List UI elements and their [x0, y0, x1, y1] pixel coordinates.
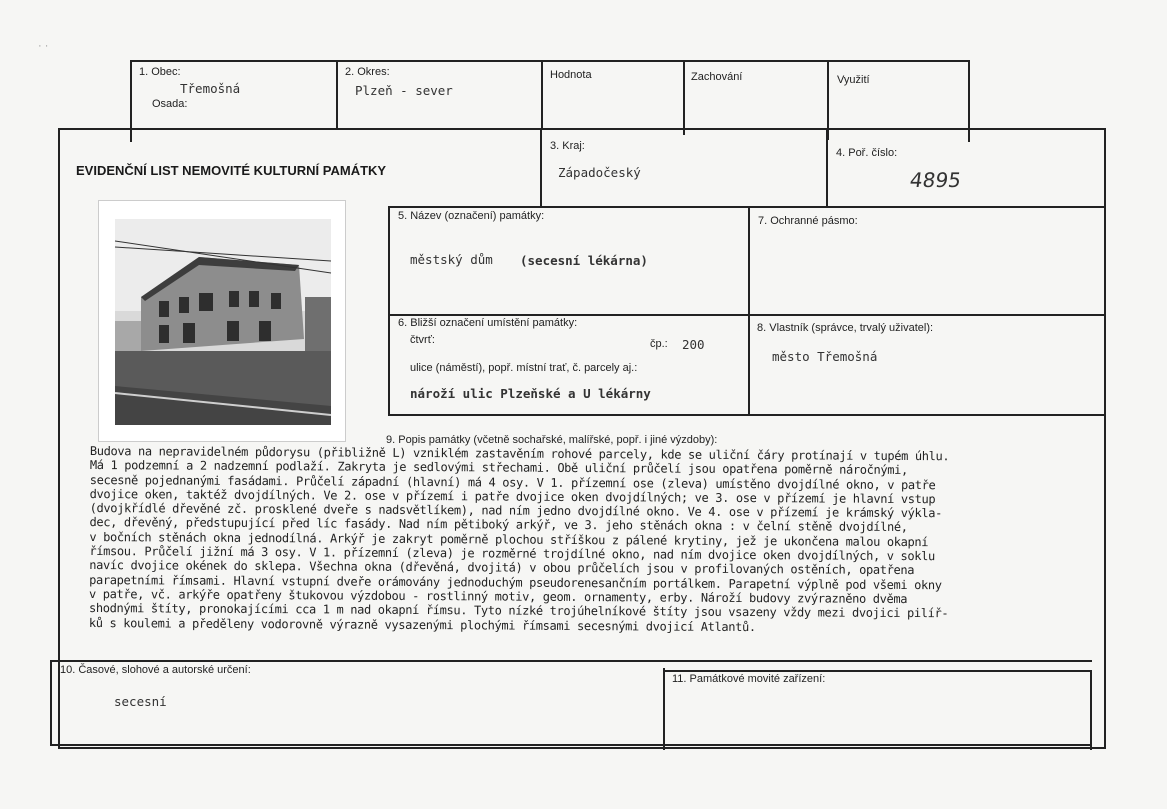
description-line: ků s koulemi a předěleny vodorovně výrazně vysazenými plochými římsami secesnými dvojicí Atlantů.: [88, 615, 756, 634]
vyuziti-label: Využití: [837, 74, 870, 86]
hodnota-label: Hodnota: [550, 69, 592, 81]
ulice-label: ulice (náměstí), popř. místní trať, č. parcely aj.:: [410, 362, 638, 374]
description-line: římsou. Průčelí jižní má 3 osy. V 1. přízemní (zleva) je rozměrné trojdílné okno, nad ním dvojice oken dvojdílných, v soklu: [89, 544, 935, 564]
document-title: EVIDENČNÍ LIST NEMOVITÉ KULTURNÍ PAMÁTKY: [76, 163, 387, 178]
casove-value: secesní: [114, 694, 167, 709]
description-line: (dvojkřídlé dřevěné zč. prosklené dveře s nadsvětlíkem), nad ním jedno dvojdílné okno. Ve 4. ose v přízemí je krámský výkla-: [89, 501, 943, 521]
description-line: navíc dvojice okének do sklepa. Všechna okna (dřevěná, dvojitá) v obou průčelích jsou v profilovaných ostěních, opatřena: [89, 558, 915, 578]
obec-value: Třemošná: [180, 81, 241, 96]
description-line: secesně pojednanými fasádami. Průčelí západní (hlavní) má 4 osy. V 1. přízemní ose (zleva) umístěno dvojdílné okno, v patře: [89, 472, 936, 492]
description-line: Má 1 podzemní a 2 nadzemní podlaží. Zakryta je sedlovými střechami. Obě uliční průčelí jsou opatřena poměrně náročnými,: [89, 458, 908, 478]
casove-label: 10. Časové, slohové a autorské určení:: [60, 664, 251, 676]
description-line: parapetními římsami. Hlavní vstupní dveře orámovány jednoduchým pseudorenesančním portálkem. Parapetní výplně pod všemi okny: [89, 572, 942, 592]
zachovani-label: Zachování: [691, 71, 743, 83]
cislo-label: 4. Poř. číslo:: [836, 147, 898, 159]
obec-label: 1. Obec:: [139, 66, 181, 78]
ctvrt-label: čtvrť:: [410, 334, 435, 346]
vlastnik-label: 8. Vlastník (správce, trvalý uživatel):: [757, 322, 934, 334]
osada-label: Osada:: [152, 98, 188, 110]
description-line: shodnými štíty, pronokajícími cca 1 m nad okapní římsu. Tyto nízké trojúhelníkové štíty jsou vsazeny vždy mezi dvojici pilíř-: [88, 601, 949, 621]
popis-label: 9. Popis památky (včetně sochařské, malířské, popř. i jiné výzdoby):: [386, 434, 718, 446]
building-photo: [98, 200, 346, 442]
description-line: v bočních stěnách okna jednodílná. Arkýř je zakryt poměrně plochou stříškou z pálené krytiny, jež je ukončena malou okapní: [89, 529, 929, 549]
okres-label: 2. Okres:: [345, 66, 390, 78]
cislo-value: 4895: [908, 168, 963, 192]
okres-value: Plzeň - sever: [355, 83, 453, 98]
umisteni-label: 6. Bližší označení umístění památky:: [398, 317, 578, 329]
nazev-value-2: (secesní lékárna): [520, 253, 648, 268]
kraj-value: Západočeský: [558, 165, 641, 180]
kraj-label: 3. Kraj:: [550, 140, 585, 152]
nazev-value: městský dům: [410, 252, 493, 267]
margin-mark: · ·: [38, 40, 49, 52]
movite-label: 11. Památkové movité zařízení:: [672, 673, 826, 685]
pasmo-label: 7. Ochranné pásmo:: [758, 215, 858, 227]
cp-label: čp.:: [650, 338, 668, 350]
description-line: v patře, vč. arkýře opatřeny štukovou výzdobou - rostlinný motiv, geom. ornamenty, erby. Nároží budovy zvýrazněno dvěma: [89, 586, 908, 606]
description-text: [89, 444, 1100, 636]
cp-value: 200: [682, 337, 705, 352]
nazev-label: 5. Název (označení) památky:: [398, 210, 545, 222]
description-line: Budova na nepravidelném půdorysu (přibližně L) vzniklém zastavěním rohové parcely, kde se uliční čáry protínají v tupém úhlu.: [89, 444, 950, 464]
building-photo-image: [99, 201, 345, 441]
description-line: dec, dřevěný, předstupující před líc fasády. Nad ním pětiboký arkýř, ve 3. jeho stěnách okna : v čelní stěně dvojdílné,: [89, 515, 908, 535]
description-line: dvojice oken, taktéž dvojdílných. Ve 2. ose v přízemí i patře dvojice oken dvojdílných; ve 3. ose v přízemí je hlavní vstup: [89, 486, 936, 507]
ulice-value: nároží ulic Plzeňské a U lékárny: [410, 386, 651, 401]
vlastnik-value: město Třemošná: [772, 349, 878, 364]
